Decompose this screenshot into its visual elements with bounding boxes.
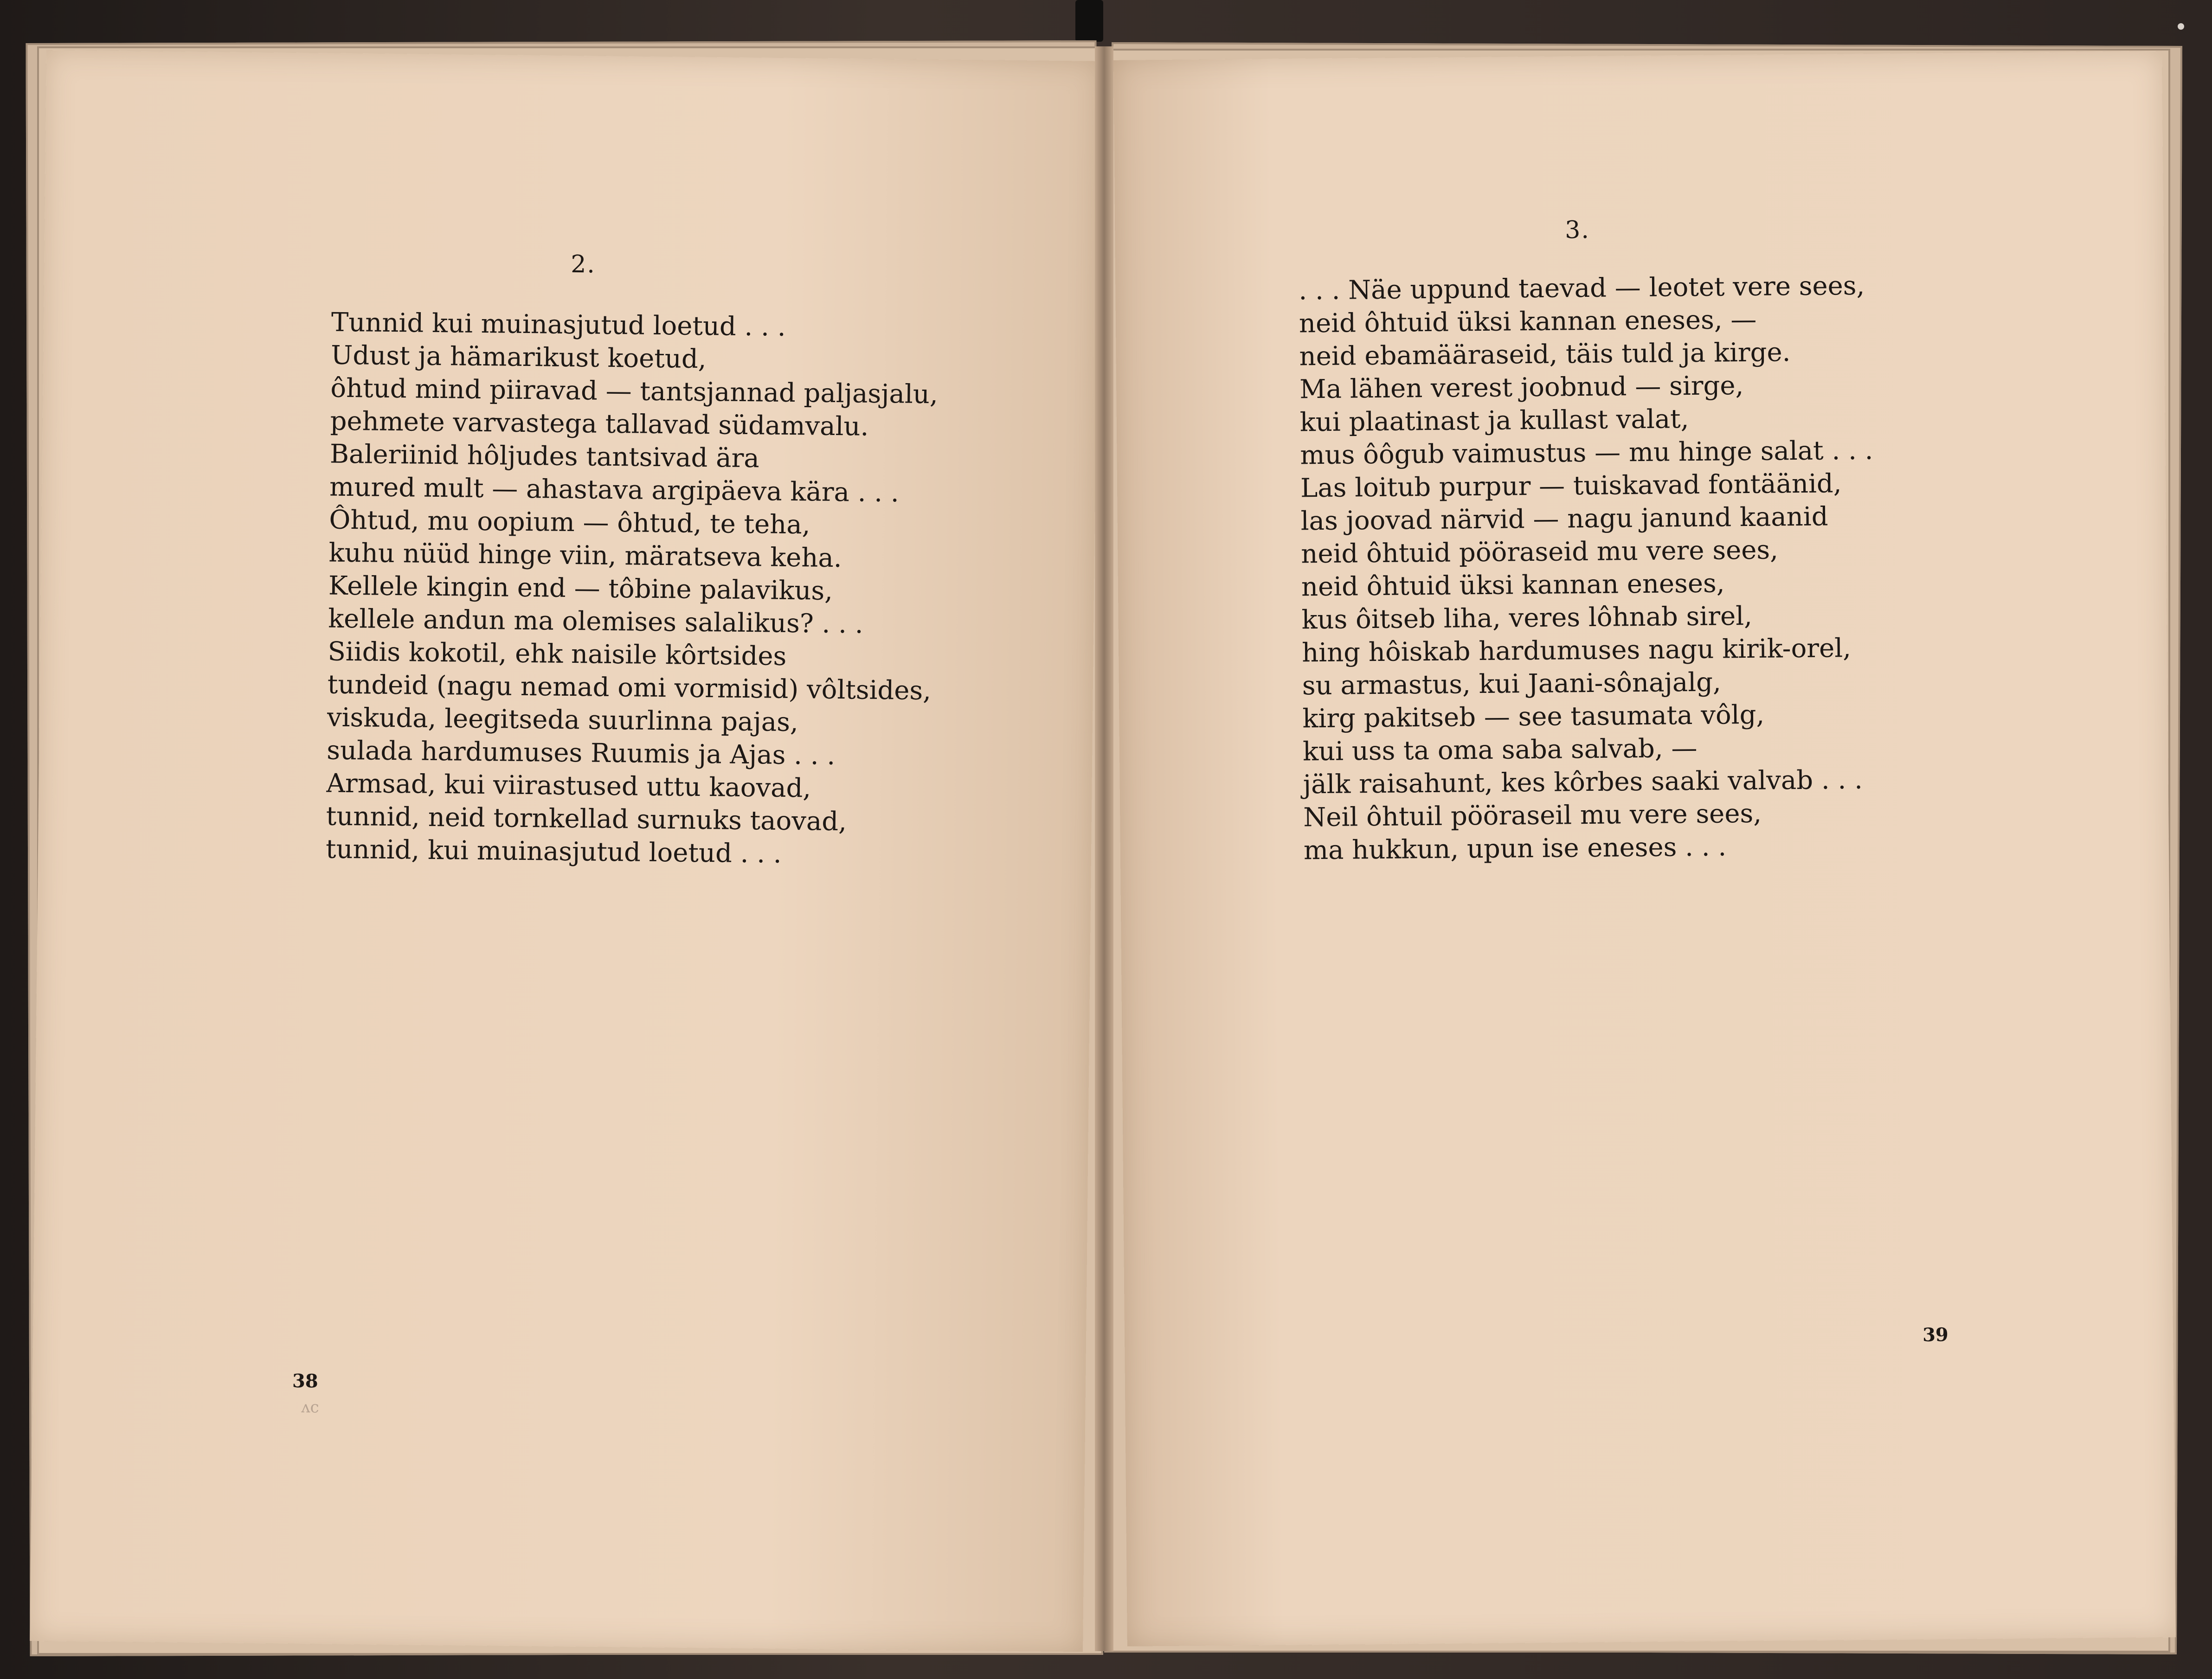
poem-line: Ma lähen verest joobnud — sirge, xyxy=(1299,371,1744,405)
poem-line: . . . Näe uppund taevad — leotet vere sees, xyxy=(1299,270,1865,306)
poem-line: ma hukkun, upun ise eneses . . . xyxy=(1303,832,1727,866)
poem-line: kus ôitseb liha, veres lôhnab sirel, xyxy=(1301,601,1753,635)
poem-line: sulada hardumuses Ruumis ja Ajas . . . xyxy=(326,735,836,771)
left-page-number: 38 xyxy=(292,1370,318,1392)
left-page xyxy=(30,50,1100,1652)
poem-line: tunnid, neid tornkellad surnuks taovad, xyxy=(326,801,847,837)
poem-line: kui plaatinast ja kullast valat, xyxy=(1299,404,1689,438)
poem-line: Udust ja hämarikust koetud, xyxy=(330,340,707,375)
poem-line: mured mult — ahastava argipäeva kära . . . xyxy=(329,472,900,508)
right-page-number: 39 xyxy=(1922,1324,1948,1346)
poem-line: neid ôhtuid pööraseid mu vere sees, xyxy=(1301,535,1779,570)
right-page xyxy=(1113,51,2176,1647)
binding-clip xyxy=(1075,0,1103,42)
poem-line: viskuda, leegitseda suurlinna pajas, xyxy=(327,702,799,738)
poem-line: Ôhtud, mu oopium — ôhtud, te teha, xyxy=(329,505,810,540)
poem-line: kellele andun ma olemises salalikus? . . . xyxy=(328,603,863,640)
poem-line: neid ôhtuid üksi kannan eneses, — xyxy=(1299,304,1757,339)
background-speck xyxy=(2178,23,2184,30)
left-poem xyxy=(326,306,939,872)
right-poem xyxy=(1299,269,1877,867)
poem-line: kuhu nüüd hinge viin, märatseva keha. xyxy=(328,538,842,574)
book-gutter xyxy=(1095,46,1113,1651)
poem-line: kui uss ta oma saba salvab, — xyxy=(1302,733,1698,767)
poem-line: Las loitub purpur — tuiskavad fontäänid, xyxy=(1300,468,1842,504)
faint-page-mark: ʌc xyxy=(301,1398,319,1417)
right-section-number: 3. xyxy=(1565,216,1590,244)
poem-line: neid ebamääraseid, täis tuld ja kirge. xyxy=(1299,337,1791,372)
poem-line: jälk raisahunt, kes kôrbes saaki valvab . . . xyxy=(1303,764,1863,800)
poem-line: tundeid (nagu nemad omi vormisid) vôltsides, xyxy=(327,669,932,706)
poem-line: kirg pakitseb — see tasumata vôlg, xyxy=(1302,699,1765,734)
poem-line: Neil ôhtuil pööraseil mu vere sees, xyxy=(1303,798,1762,833)
poem-line: Baleriinid hôljudes tantsivad ära xyxy=(329,439,760,474)
poem-line: su armastus, kui Jaani-sônajalg, xyxy=(1302,667,1722,701)
poem-line: Tunnid kui muinasjutud loetud . . . xyxy=(331,307,786,342)
left-section-number: 2. xyxy=(570,250,596,279)
poem-line: Kellele kingin end — tôbine palavikus, xyxy=(328,570,833,606)
poem-line: neid ôhtuid üksi kannan eneses, xyxy=(1301,568,1725,602)
poem-line: las joovad närvid — nagu janund kaanid xyxy=(1300,501,1828,537)
poem-line: Siidis kokotil, ehk naisile kôrtsides xyxy=(328,636,787,672)
poem-line: mus ôôgub vaimustus — mu hinge salat . . . xyxy=(1300,435,1873,471)
poem-line: Armsad, kui viirastused uttu kaovad, xyxy=(326,768,811,804)
poem-line: tunnid, kui muinasjutud loetud . . . xyxy=(325,834,782,869)
poem-line: pehmete varvastega tallavad südamvalu. xyxy=(330,406,869,442)
poem-line: hing hôiskab hardumuses nagu kirik-orel, xyxy=(1301,633,1852,668)
poem-line: ôhtud mind piiravad — tantsjannad paljasjalu, xyxy=(330,373,939,410)
